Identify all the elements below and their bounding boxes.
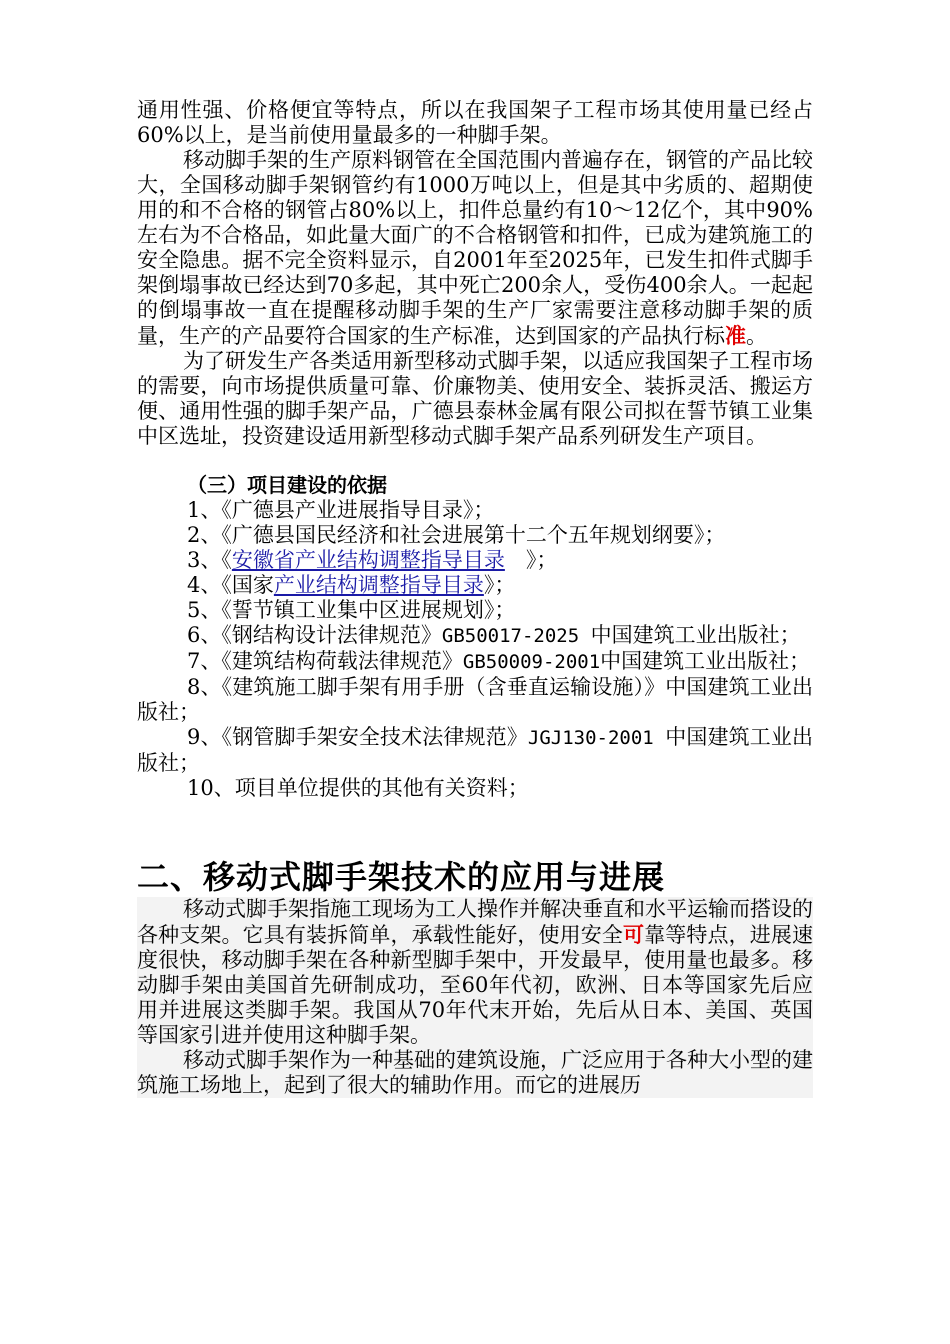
chapter-paragraph-2: 移动式脚手架作为一种基础的建筑设施，广泛应用于各种大小型的建筑施工场地上，起到了很大的辅助作用。而它的进展历 xyxy=(137,1048,813,1097)
chapter-paragraph-1 xyxy=(137,897,813,1048)
highlighted-char: 准 xyxy=(725,323,746,348)
paragraph-text: 靠等特点，进展速度很快，移动脚手架在各种新型脚手架中，开发最早，使用量也最多。移动脚手架由美国首先研制成功，至60年代初，欧洲、日本等国家先后应用并进展这类脚手架。我国从70年代末开始，先后从日本、美国、英国等国家引进并使用这种脚手架。 xyxy=(137,923,814,1047)
basis-item-5: 5、《誓节镇工业集中区进展规划》； xyxy=(187,598,516,622)
item-text: 》； xyxy=(504,548,558,572)
link-anhui-catalog[interactable]: 安徽省产业结构调整指导目录 xyxy=(231,548,505,572)
basis-item-6 xyxy=(137,623,813,649)
item-text: 9、《钢管脚手架安全技术法律规范》 xyxy=(187,725,528,749)
standard-code: GB50009-2001 xyxy=(462,651,601,673)
intro-paragraph-1: 通用性强、价格便宜等特点，所以在我国架子工程市场其使用量已经占60%以上，是当前使用量最多的一种脚手架。 xyxy=(137,98,813,147)
paragraph-text: 移动脚手架的生产原料钢管在全国范围内普遍存在，钢管的产品比较大，全国移动脚手架钢管约有1000万吨以上，但是其中劣质的、超期使用的和不合格的钢管占80%以上，扣件总量约有10～12亿个，其中90%左右为不合格品，如此量大面广的不合格钢管和扣件，已成为建筑施工的安全隐患。据不完全资料显示，自2001年至2025年，已发生扣件式脚手架倒塌事故已经达到70多起，其中死亡200余人，受伤400余人。一起起的倒塌事故一直在提醒移动脚手架的生产厂家需要注意移动脚手架的质量，生产的产品要符合国家的生产标准，达到国家的产品执行标 xyxy=(137,148,813,348)
chapter-title: 二、移动式脚手架技术的应用与进展 xyxy=(137,858,666,896)
basis-item-2: 2、《广德县国民经济和社会进展第十二个五年规划纲要》； xyxy=(187,523,726,547)
chapter-body xyxy=(137,897,813,1098)
basis-item-1: 1、《广德县产业进展指导目录》； xyxy=(187,498,495,522)
standard-code: JGJ130-2001 xyxy=(527,727,666,749)
item-text: 中国建筑工业出版社； xyxy=(600,649,811,673)
intro-paragraph-3: 为了研发生产各类适用新型移动式脚手架，以适应我国架子工程市场的需要，向市场提供质量可靠、价廉物美、使用安全、装拆灵活、搬运方便、通用性强的脚手架产品，广德县泰林金属有限公司拟在誓节镇工业集中区选址，投资建设适用新型移动式脚手架产品系列研发生产项目。 xyxy=(137,349,813,448)
item-text: 》； xyxy=(483,573,516,597)
basis-item-4 xyxy=(137,573,813,598)
item-text: 中国建筑工业出版社； xyxy=(137,725,813,775)
link-national-catalog[interactable]: 产业结构调整指导目录 xyxy=(273,573,484,597)
paragraph-text: 。 xyxy=(746,324,767,348)
basis-item-7 xyxy=(137,649,813,675)
basis-item-10: 10、项目单位提供的其他有关资料； xyxy=(187,776,529,800)
paragraph-text: 移动式脚手架指施工现场为工人操作并解决垂直和水平运输而搭设的各种支架。它具有装拆简单，承载性能好，使用安全 xyxy=(137,897,813,947)
item-text: 6、《钢结构设计法律规范》 xyxy=(187,623,442,647)
basis-item-9 xyxy=(137,725,813,776)
item-text: 7、《建筑结构荷载法律规范》 xyxy=(187,649,463,673)
basis-item-8: 8、《建筑施工脚手架有用手册（含垂直运输设施）》中国建筑工业出版社； xyxy=(137,675,813,724)
section-heading-basis: （三）项目建设的依据 xyxy=(187,473,387,497)
item-text: 4、《国家 xyxy=(187,573,274,597)
intro-paragraph-2 xyxy=(137,148,813,349)
document-body xyxy=(137,98,813,1098)
highlighted-char: 可 xyxy=(622,922,645,947)
item-text: 3、《 xyxy=(187,548,232,572)
standard-code: GB50017-2025 xyxy=(441,625,591,647)
item-text: 中国建筑工业出版社； xyxy=(590,623,801,647)
basis-item-3 xyxy=(137,548,813,573)
